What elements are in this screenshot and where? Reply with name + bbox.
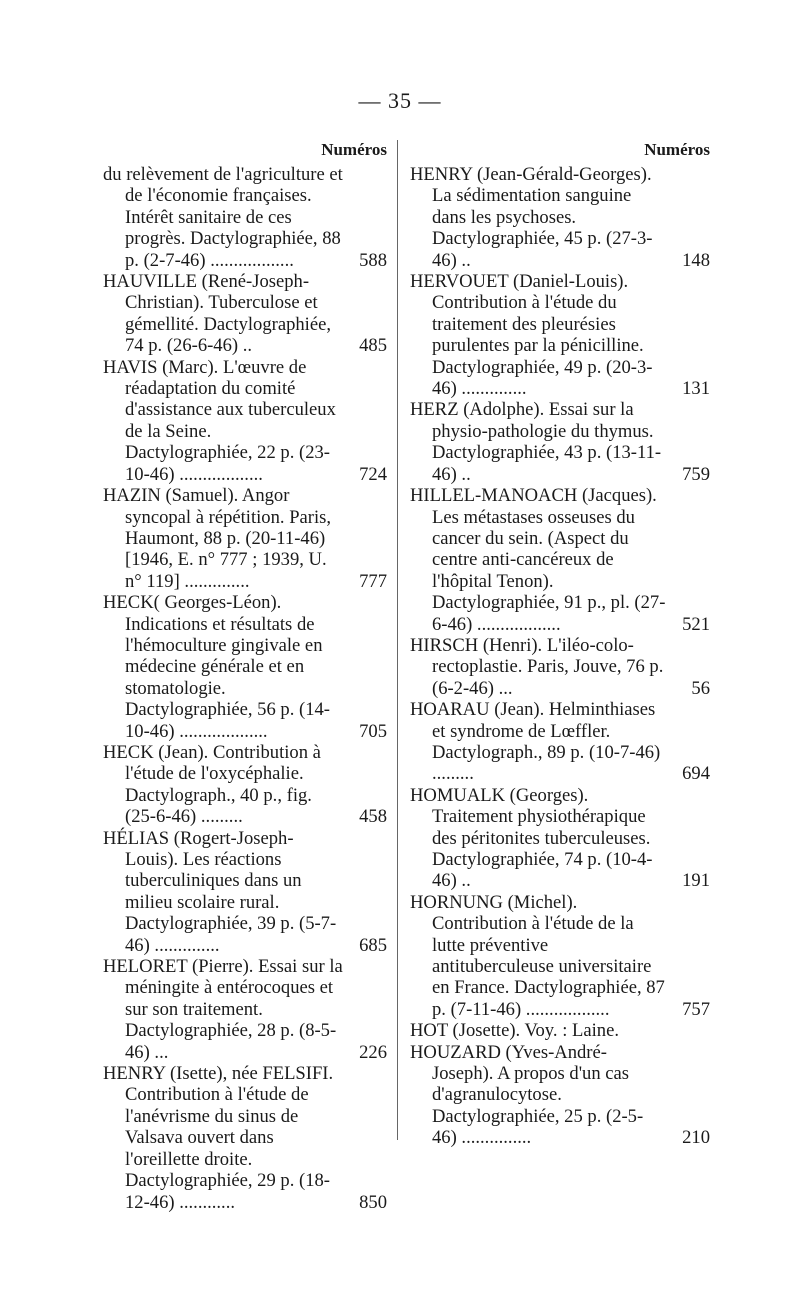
entry-text: HOUZARD (Yves-André-Joseph). A propos d'un cas d'agranulocytose. Dactylographiée, 25 p. (2-5-46) ...............: [410, 1041, 644, 1149]
entry-text: HERZ (Adolphe). Essai sur la physio-pathologie du thymus. Dactylographiée, 43 p. (13-11-46) ..: [410, 399, 662, 485]
entry-number: 210: [682, 1127, 710, 1149]
index-entry: [410, 1042, 710, 1149]
entry-text: HAVIS (Marc). L'œuvre de réadaptation du comité d'assistance aux tuberculeux de la Seine. Dactylographiée, 22 p. (23-10-46) ..................: [103, 356, 336, 485]
index-entry: [103, 357, 387, 485]
column-divider: [397, 140, 398, 1140]
entry-text: HENRY (Jean-Gérald-Georges). La sédimentation sanguine dans les psychoses. Dactylographiée, 45 p. (27-3-46) ..: [410, 164, 653, 271]
entry-number: 191: [682, 870, 710, 892]
index-entry: [410, 699, 710, 785]
page-number: — 35 —: [358, 88, 442, 113]
entry-number: 759: [682, 463, 710, 485]
entry-text: HÉLIAS (Rogert-Joseph-Louis). Les réactions tuberculiniques dans un milieu scolaire rural. Dactylographiée, 39 p. (5-7-46) ..............: [103, 827, 337, 956]
entry-list: [103, 164, 387, 1213]
index-entry: [410, 164, 710, 271]
column-header: Numéros: [321, 140, 387, 159]
entry-text: HOARAU (Jean). Helminthiases et syndrome de Lœffler. Dactylograph., 89 p. (10-7-46) .........: [410, 699, 661, 785]
index-entry: [103, 1063, 387, 1213]
index-entry: [103, 956, 387, 1063]
index-entry: [410, 399, 710, 485]
entry-number: 588: [359, 249, 387, 271]
entry-number: 777: [359, 570, 387, 592]
entry-text: HAUVILLE (René-Joseph-Christian). Tuberculose et gémellité. Dactylographiée, 74 p. (26-6-46) ..: [103, 271, 331, 357]
entry-text: HELORET (Pierre). Essai sur la méningite à entérocoques et sur son traitement. Dactylographiée, 28 p. (8-5-46) ...: [103, 956, 343, 1063]
entry-text: HECK (Jean). Contribution à l'étude de l'oxycéphalie. Dactylograph., 40 p., fig. (25-6-46) .........: [103, 741, 321, 828]
index-entry: [410, 892, 710, 1020]
entry-number: 685: [359, 934, 387, 956]
left-column: [103, 136, 387, 1213]
index-entry: [410, 485, 710, 635]
entry-text: HECK( Georges-Léon). Indications et résultats de l'hémoculture gingivale en médecine générale et en stomatologie. Dactylographiée, 56 p. (14-10-46) ...................: [103, 592, 330, 742]
index-entry: [410, 785, 710, 892]
index-entry: [103, 742, 387, 828]
column-header: Numéros: [644, 140, 710, 159]
right-column: [410, 136, 710, 1149]
entry-text: HENRY (Isette), née FELSIFI. Contribution à l'étude de l'anévrisme du sinus de Valsava ouvert dans l'oreillette droite. Dactylographiée, 29 p. (18-12-46) ............: [103, 1063, 334, 1213]
entry-number: 521: [682, 613, 710, 635]
index-entry: [103, 271, 387, 357]
index-entry: [103, 592, 387, 742]
entry-text: du relèvement de l'agriculture et de l'économie françaises. Intérêt sanitaire de ces progrès. Dactylographiée, 88 p. (2-7-46) ..................: [103, 164, 343, 271]
entry-number: 458: [359, 806, 387, 828]
entry-number: 226: [359, 1041, 387, 1063]
entry-number: 705: [359, 720, 387, 742]
entry-number: 850: [359, 1191, 387, 1213]
entry-number: 148: [682, 249, 710, 271]
index-entry: [410, 635, 710, 699]
entry-text: HOT (Josette). Voy. : Laine.: [410, 1020, 619, 1042]
entry-number: 757: [682, 998, 710, 1020]
index-entry: [103, 164, 387, 271]
entry-number: 56: [691, 677, 710, 699]
index-entry: [410, 271, 710, 399]
entry-number: 694: [682, 763, 710, 785]
entry-text: HOMUALK (Georges). Traitement physiothérapique des péritonites tuberculeuses. Dactylographiée, 74 p. (10-4-46) ..: [410, 784, 653, 892]
index-entry: [103, 485, 387, 592]
entry-number: 724: [359, 463, 387, 485]
entry-text: HORNUNG (Michel). Contribution à l'étude de la lutte préventive antituberculeuse universitaire en France. Dactylographiée, 87 p. (7-11-46) ..................: [410, 891, 665, 1020]
entry-list: [410, 164, 710, 1149]
entry-text: HIRSCH (Henri). L'iléo-colo-rectoplastie. Paris, Jouve, 76 p. (6-2-46) ...: [410, 634, 664, 699]
index-entry: [410, 1020, 710, 1041]
index-entry: [103, 828, 387, 956]
entry-number: 485: [359, 335, 387, 357]
entry-text: HILLEL-MANOACH (Jacques). Les métastases osseuses du cancer du sein. (Aspect du centre anti-cancéreux de l'hôpital Tenon). Dactylographiée, 91 p., pl. (27-6-46) ..................: [410, 485, 666, 635]
entry-number: 131: [682, 378, 710, 400]
entry-text: HERVOUET (Daniel-Louis). Contribution à l'étude du traitement des pleurésies purulentes par la pénicilline. Dactylographiée, 49 p. (20-3-46) ..............: [410, 271, 653, 400]
entry-text: HAZIN (Samuel). Angor syncopal à répétition. Paris, Haumont, 88 p. (20-11-46) [1946, E. n° 777 ; 1939, U. n° 119] ..............: [103, 485, 332, 592]
